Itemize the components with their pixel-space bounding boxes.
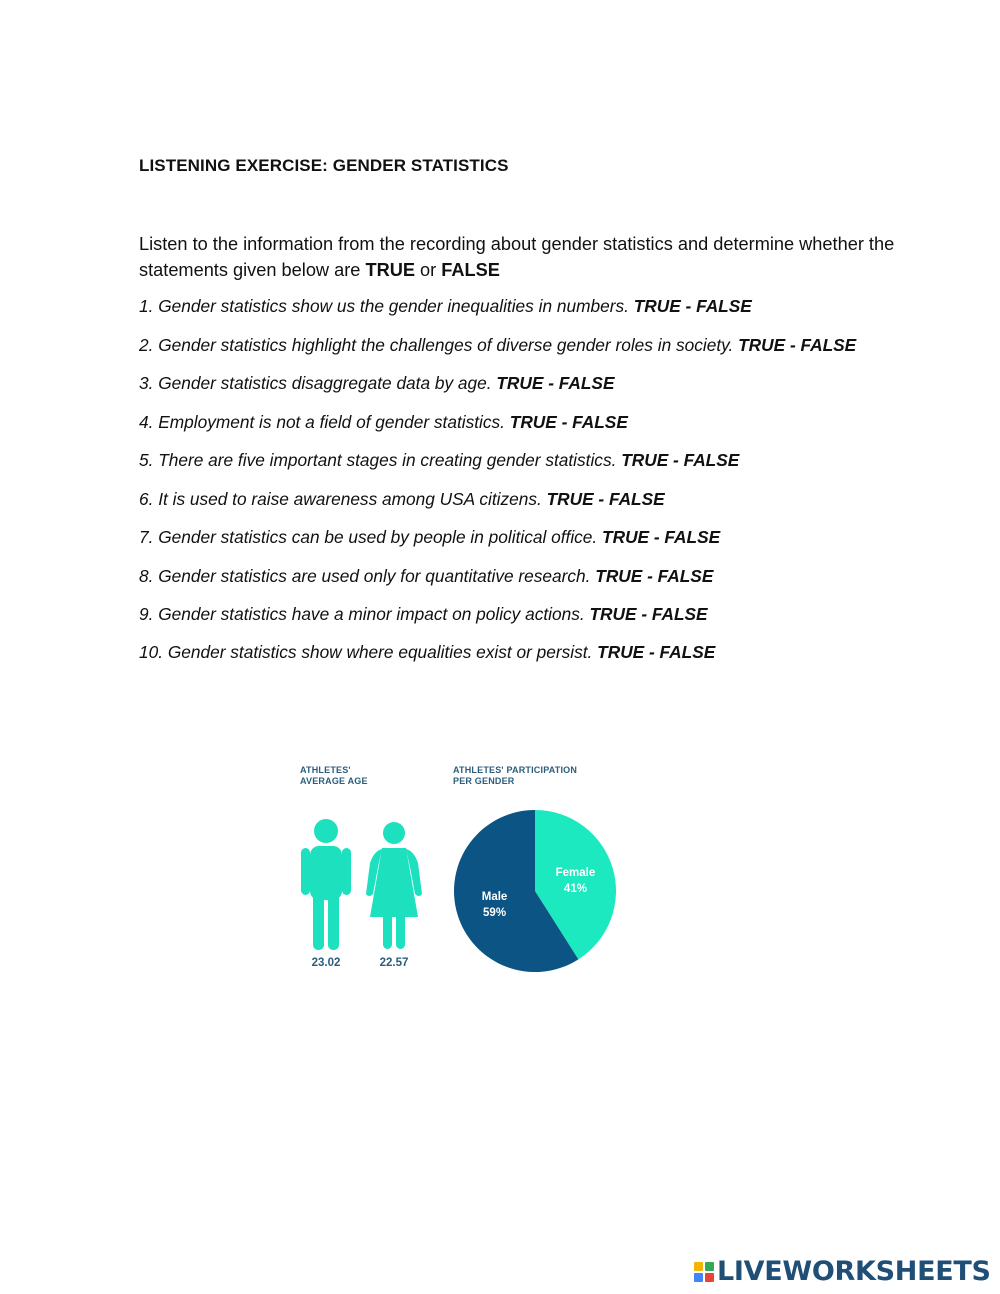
statement-9: 9. Gender statistics have a minor impact on policy actions. TRUE - FALSE xyxy=(139,604,708,624)
true-false-choice[interactable]: TRUE - FALSE xyxy=(633,296,752,316)
logo-blocks-icon xyxy=(694,1262,714,1282)
instructions-text: Listen to the information from the recording about gender statistics and determine whether the statements given below are xyxy=(139,234,895,280)
true-false-choice[interactable]: TRUE - FALSE xyxy=(602,527,721,547)
pie-value-male: 59% xyxy=(483,906,507,919)
true-false-choice[interactable]: TRUE - FALSE xyxy=(546,489,665,509)
instructions xyxy=(139,231,969,283)
statement-1: 1. Gender statistics show us the gender inequalities in numbers. TRUE - FALSE xyxy=(139,296,752,316)
statement-10: 10. Gender statistics show where equalities exist or persist. TRUE - FALSE xyxy=(139,642,716,662)
liveworksheets-logo xyxy=(694,1256,991,1287)
participation-label: ATHLETES' PARTICIPATION PER GENDER xyxy=(453,765,578,786)
statement-7: 7. Gender statistics can be used by people in political office. TRUE - FALSE xyxy=(139,527,721,547)
page-title: LISTENING EXERCISE: GENDER STATISTICS xyxy=(139,156,509,175)
pie-value-female: 41% xyxy=(563,883,587,896)
true-false-choice[interactable]: TRUE - FALSE xyxy=(589,604,708,624)
true-false-choice[interactable]: TRUE - FALSE xyxy=(597,642,716,662)
statement-2: 2. Gender statistics highlight the challenges of diverse gender roles in society. TRUE - FALSE xyxy=(139,335,857,355)
logo-block xyxy=(694,1273,703,1282)
statement-6: 6. It is used to raise awareness among USA citizens. TRUE - FALSE xyxy=(139,489,665,509)
logo-block xyxy=(705,1273,714,1282)
logo-text: LIVEWORKSHEETS xyxy=(717,1256,991,1287)
pie-label-male: Male xyxy=(481,890,508,903)
infographic-graphics xyxy=(290,755,630,980)
female-figure-icon xyxy=(366,822,422,949)
statement-8: 8. Gender statistics are used only for quantitative research. TRUE - FALSE xyxy=(139,566,714,586)
instructions-true-word: TRUE xyxy=(365,260,415,280)
statement-4: 4. Employment is not a field of gender statistics. TRUE - FALSE xyxy=(139,412,628,432)
true-false-choice[interactable]: TRUE - FALSE xyxy=(595,566,714,586)
male-figure-icon xyxy=(301,819,351,950)
gender-infographic xyxy=(290,755,630,980)
logo-block xyxy=(705,1262,714,1271)
true-false-choice[interactable]: TRUE - FALSE xyxy=(738,335,857,355)
instructions-or-word: or xyxy=(414,260,442,280)
true-false-choice[interactable]: TRUE - FALSE xyxy=(496,373,615,393)
participation-pie-chart xyxy=(454,810,616,972)
statement-3: 3. Gender statistics disaggregate data by age. TRUE - FALSE xyxy=(139,373,615,393)
pie-label-female: Female xyxy=(555,867,596,880)
statement-5: 5. There are five important stages in creating gender statistics. TRUE - FALSE xyxy=(139,450,740,470)
female-average-age: 22.57 xyxy=(379,957,409,969)
average-age-label: ATHLETES' AVERAGE AGE xyxy=(300,765,368,786)
male-average-age: 23.02 xyxy=(311,957,341,969)
instructions-false-word: FALSE xyxy=(441,260,500,280)
logo-block xyxy=(694,1262,703,1271)
true-false-choice[interactable]: TRUE - FALSE xyxy=(509,412,628,432)
true-false-choice[interactable]: TRUE - FALSE xyxy=(621,450,740,470)
